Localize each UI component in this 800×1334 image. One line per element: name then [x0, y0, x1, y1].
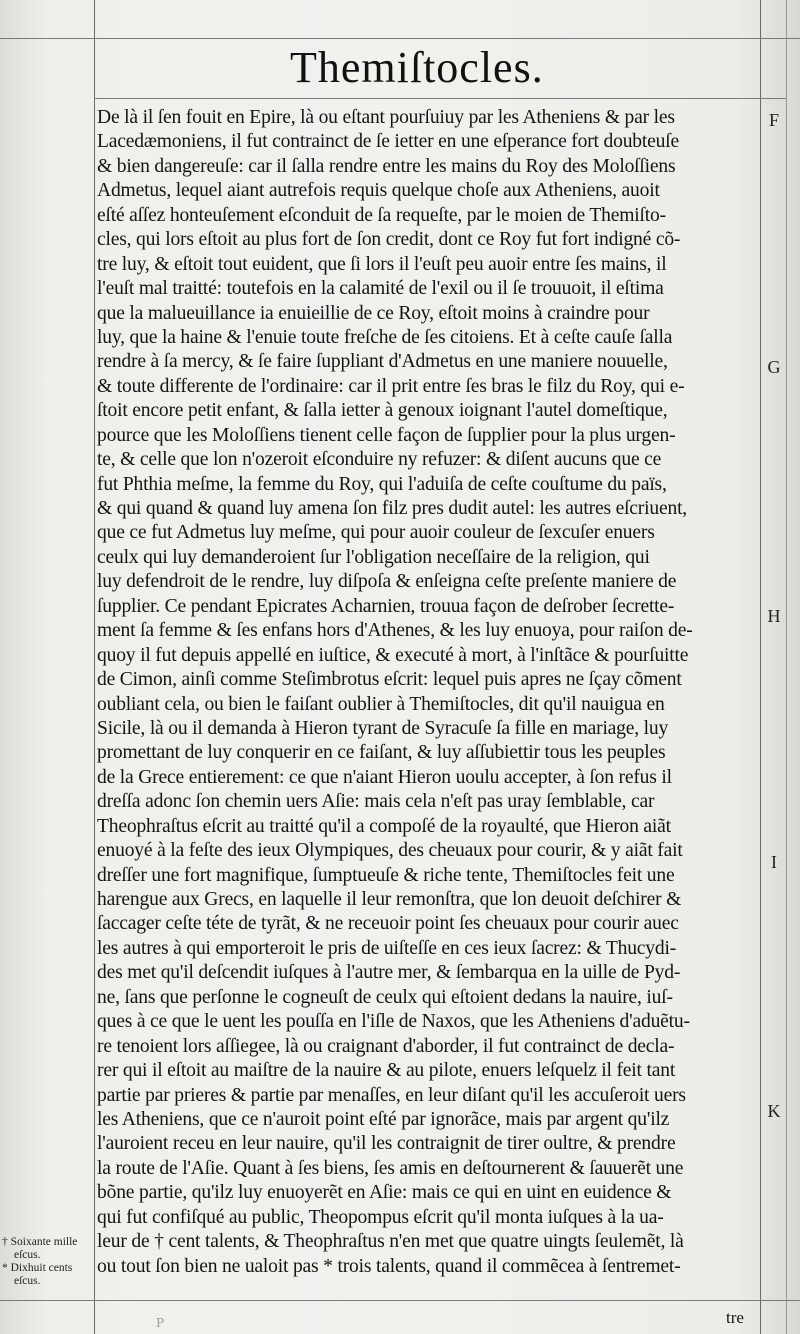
text-line: pource que les Moloſſiens tienent celle façon de ſupplier pour la plus urgen- — [97, 424, 676, 446]
margin-note-line: eſcus. — [14, 1275, 41, 1287]
margin-letter-f: F — [768, 110, 779, 130]
margin-letter-i: I — [771, 852, 777, 872]
text-line: luy, que la haine & l'enuie toute freſche de ſes citoiens. Et à ceſte cauſe ſalla — [97, 326, 673, 348]
text-line: l'auroient receu en leur nauire, qu'il les contraignit de tirer oultre, & prendre — [97, 1133, 676, 1155]
text-line: que la malueuillance ia enuieillie de ce Roy, eſtoit moins à craindre pour — [97, 302, 650, 324]
text-line: ſtoit encore petit enfant, & ſalla ietter à genoux ioignant l'autel domeſtique, — [97, 400, 668, 422]
text-line: luy defendroit de le rendre, luy diſpoſa & enſeigna ceſte preſente maniere de — [97, 571, 677, 593]
text-line: de la Grece entierement: ce que n'aiant Hieron uoulu accepter, à ſon refus il — [97, 766, 672, 788]
text-line: De là il ſen fouit en Epire, là ou eſtant pourſuiuy par les Atheniens & par les — [97, 107, 675, 128]
margin-note-line: † Soixante mille — [2, 1236, 78, 1248]
text-line: ne, ſans que perſonne le cogneuſt de ceulx qui eſtoient dedans la nauire, iuſ- — [97, 986, 673, 1008]
left-frame-rule — [94, 0, 95, 1334]
page-title: Themiſtocles. — [290, 43, 544, 92]
text-line: promettant de luy conquerir en ce faiſant, & luy aſſubiettir tous les peuples — [97, 742, 666, 764]
text-line: re tenoient lors aſſiegee, là ou craignant d'aborder, il fut contrainct de decla- — [97, 1035, 675, 1057]
margin-letter-g: G — [767, 357, 781, 377]
text-line: te, & celle que lon n'ozeroit eſconduire ny refuzer: & diſent aucuns que ce — [97, 449, 662, 471]
text-line: ment ſa femme & ſes enfans hors d'Athenes, & les luy enuoya, pour raiſon de- — [97, 620, 693, 642]
text-line: que ce fut Admetus luy meſme, qui pour auoir couleur de ſexcuſer enuers — [97, 522, 655, 544]
top-rule — [0, 38, 800, 39]
text-line: harengue aux Grecs, en laquelle il leur remonſtra, que lon deuoit deſchirer & — [97, 889, 682, 910]
text-line: Admetus, lequel aiant autrefois requis quelque choſe aux Atheniens, auoit — [97, 180, 660, 202]
text-line: leur de † cent talents, & Theophraſtus n'en met que quatre uingts ſeulemẽt, là — [97, 1231, 684, 1253]
text-line: & qui quand & quand luy amena ſon filz pres dudit autel: les autres eſcriuent, — [97, 498, 688, 519]
text-line: dreſſa adonc ſon chemin uers Aſie: mais cela n'eſt pas uray ſemblable, car — [97, 791, 655, 813]
text-line: ou tout ſon bien ne ualoit pas * trois talents, quand il commẽcea à ſentremet- — [97, 1255, 681, 1277]
text-line: la route de l'Aſie. Quant à ſes biens, ſes amis en deſtournerent & ſauuerẽt une — [97, 1157, 684, 1179]
text-line: rendre à ſa mercy, & ſe faire ſuppliant d'Admetus en une maniere nouuelle, — [97, 351, 668, 373]
text-line: les autres à qui emporteroit le pris de uiſteſſe en ces ieux ſacrez: & Thucydi- — [97, 937, 677, 959]
text-line: & toute differente de l'ordinaire: car il prit entre ſes bras le filz du Roy, qui e- — [97, 375, 685, 397]
text-line: Theophraſtus eſcrit au traitté qu'il a compoſé de la royaulté, que Hieron aiãt — [97, 815, 671, 837]
text-line: l'euſt mal traitté: toutefois en la calamité de l'exil ou il ſe trouuoit, il eſtima — [97, 278, 664, 300]
text-line: rer qui il eſtoit au maiſtre de la nauire & au pilote, enuers leſquelz il feit tant — [97, 1060, 676, 1082]
text-line: partie par prieres & partie par menaſſes, en leur diſant qu'il les accuſeroit uers — [97, 1084, 686, 1106]
text-line: tre luy, & eſtoit tout euident, que ſi lors il l'euſt peu auoir entre ſes mains, il — [97, 253, 667, 275]
text-line: quoy il fut depuis appellé en iuſtice, & executé à mort, à l'inſtãce & pourſuitte — [97, 644, 689, 666]
title-rule — [94, 98, 786, 99]
text-line: cles, qui lors eſtoit au plus fort de ſon credit, dont ce Roy fut fort indigné cõ- — [97, 229, 681, 251]
text-line: ſaccager ceſte téte de tyrãt, & ne receuoir point ſes cheuaux pour courir auec — [97, 913, 679, 935]
text-line: bõne partie, qu'ilz luy enuoyerẽt en Aſie: mais ce qui en uint en euidence & — [97, 1182, 672, 1204]
text-line: Sicile, là ou il demanda à Hieron tyrant de Syracuſe ſa fille en mariage, luy — [97, 717, 669, 739]
margin-letter-k: K — [767, 1101, 781, 1121]
text-line: ques à ce que le uent les pouſſa en l'iſle de Naxos, que les Atheniens d'aduẽtu- — [97, 1011, 690, 1033]
bottom-rule — [0, 1300, 800, 1301]
text-line: eſté aſſez honteuſement eſconduit de ſa requeſte, par le moien de Themiſto- — [97, 204, 666, 226]
right-frame-rule — [760, 0, 761, 1334]
outer-right-rule — [786, 0, 787, 1334]
margin-notes — [2, 1236, 94, 1288]
text-line: Lacedæmoniens, il fut contrainct de ſe ietter en une eſperance fort doubteuſe — [97, 131, 679, 153]
text-line: qui fut confiſqué au public, Theopompus eſcrit qu'il monta iuſques à la ua- — [97, 1206, 664, 1228]
text-line: de Cimon, ainſi comme Steſimbrotus eſcrit: lequel puis apres ne ſçay cõment — [97, 669, 682, 691]
folio-mark: P — [156, 1316, 165, 1330]
text-line: enuoyé à la feſte des ieux Olympiques, des cheuaux pour courir, & y aiãt fait — [97, 840, 683, 862]
body-text — [97, 106, 759, 1279]
text-line: & bien dangereuſe: car il ſalla rendre entre les mains du Roy des Moloſſiens — [97, 155, 676, 177]
margin-letter-h: H — [767, 606, 781, 626]
catchword: tre — [726, 1308, 744, 1327]
text-line: les Atheniens, que ce n'auroit point eſté par ignorãce, mais par argent qu'ilz — [97, 1108, 670, 1130]
margin-note-line: * Dixhuit cents — [2, 1262, 73, 1274]
text-line: fut Phthia meſme, la femme du Roy, qui l'aduiſa de ceſte couſtume du païs, — [97, 473, 667, 495]
text-line: des met qu'il deſcendit iuſques à l'autre mer, & ſembarqua en la uille de Pyd- — [97, 962, 681, 984]
text-line: dreſſer une fort magnifique, ſumptueuſe & riche tente, Themiſtocles feit une — [97, 864, 675, 886]
margin-note-line: eſcus. — [14, 1249, 41, 1261]
text-line: ceulx qui luy demanderoient ſur l'obligation neceſſaire de la religion, qui — [97, 546, 650, 568]
text-line: ſupplier. Ce pendant Epicrates Acharnien, trouua façon de deſrober ſecrette- — [97, 595, 675, 617]
text-line: oubliant cela, ou bien le faiſant oublier à Themiſtocles, dit qu'il nauigua en — [97, 693, 665, 715]
